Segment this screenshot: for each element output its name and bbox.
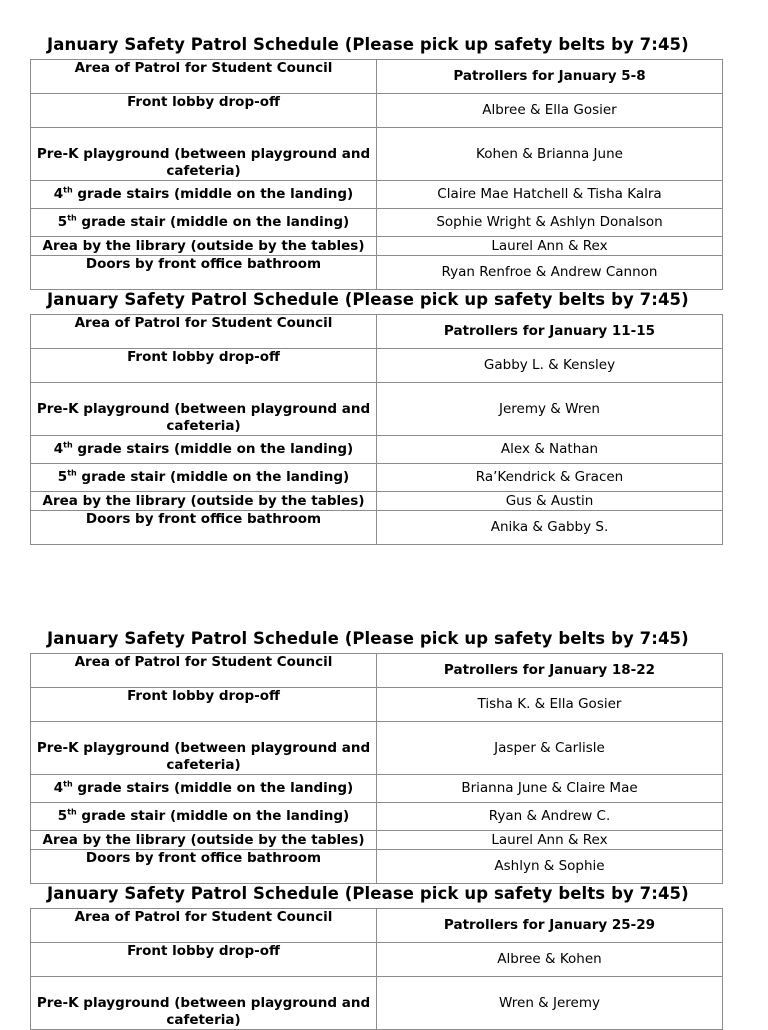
stairs4-number: 4 bbox=[53, 186, 64, 202]
stairs4-number: 4 bbox=[53, 441, 64, 457]
patrollers-4th-grade-stairs: Brianna June & Claire Mae bbox=[377, 775, 723, 803]
patrollers-4th-grade-stairs: Claire Mae Hatchell & Tisha Kalra bbox=[377, 181, 723, 209]
stairs5-ordinal: th bbox=[67, 468, 77, 478]
patrollers-library: Laurel Ann & Rex bbox=[377, 237, 723, 256]
patrollers-front-office-doors: Ryan Renfroe & Andrew Cannon bbox=[377, 256, 723, 290]
schedule-table bbox=[30, 314, 723, 545]
stairs5-number: 5 bbox=[57, 808, 68, 824]
area-column-header: Area of Patrol for Student Council bbox=[31, 60, 377, 94]
area-prek-playground: Pre-K playground (between playground and cafeteria) bbox=[31, 977, 377, 1030]
schedule-table bbox=[30, 653, 723, 884]
area-prek-playground: Pre-K playground (between playground and cafeteria) bbox=[31, 128, 377, 181]
area-front-lobby: Front lobby drop-off bbox=[31, 94, 377, 128]
area-4th-grade-stairs bbox=[31, 775, 377, 803]
stairs5-text: grade stair (middle on the landing) bbox=[76, 214, 350, 230]
stairs5-text: grade stair (middle on the landing) bbox=[76, 808, 350, 824]
patrollers-front-office-doors: Ashlyn & Sophie bbox=[377, 850, 723, 884]
area-5th-grade-stair bbox=[31, 464, 377, 492]
patrollers-front-lobby: Albree & Ella Gosier bbox=[377, 94, 723, 128]
stairs5-number: 5 bbox=[57, 469, 68, 485]
area-front-lobby: Front lobby drop-off bbox=[31, 349, 377, 383]
patrollers-header: Patrollers for January 11-15 bbox=[377, 315, 723, 349]
schedule-title: January Safety Patrol Schedule (Please pick up safety belts by 7:45) bbox=[47, 290, 689, 309]
patrollers-5th-grade-stair: Sophie Wright & Ashlyn Donalson bbox=[377, 209, 723, 237]
area-library: Area by the library (outside by the tables) bbox=[31, 492, 377, 511]
schedule-table bbox=[30, 59, 723, 290]
patrollers-header: Patrollers for January 5-8 bbox=[377, 60, 723, 94]
area-column-header: Area of Patrol for Student Council bbox=[31, 909, 377, 943]
stairs4-text: grade stairs (middle on the landing) bbox=[72, 186, 354, 202]
patrollers-4th-grade-stairs: Alex & Nathan bbox=[377, 436, 723, 464]
patrollers-5th-grade-stair: Ryan & Andrew C. bbox=[377, 803, 723, 831]
patrollers-front-lobby: Gabby L. & Kensley bbox=[377, 349, 723, 383]
patrollers-header: Patrollers for January 18-22 bbox=[377, 654, 723, 688]
schedule-title: January Safety Patrol Schedule (Please pick up safety belts by 7:45) bbox=[47, 629, 689, 648]
area-library: Area by the library (outside by the tables) bbox=[31, 237, 377, 256]
stairs4-ordinal: th bbox=[63, 440, 73, 450]
area-front-lobby: Front lobby drop-off bbox=[31, 943, 377, 977]
schedule-title: January Safety Patrol Schedule (Please pick up safety belts by 7:45) bbox=[47, 884, 689, 903]
area-front-office-doors: Doors by front office bathroom bbox=[31, 256, 377, 290]
area-front-lobby: Front lobby drop-off bbox=[31, 688, 377, 722]
patrollers-prek-playground: Jasper & Carlisle bbox=[377, 722, 723, 775]
patrollers-front-lobby: Albree & Kohen bbox=[377, 943, 723, 977]
patrollers-prek-playground: Kohen & Brianna June bbox=[377, 128, 723, 181]
patrollers-front-lobby: Tisha K. & Ella Gosier bbox=[377, 688, 723, 722]
area-column-header: Area of Patrol for Student Council bbox=[31, 654, 377, 688]
area-5th-grade-stair bbox=[31, 209, 377, 237]
area-5th-grade-stair bbox=[31, 803, 377, 831]
stairs4-number: 4 bbox=[53, 780, 64, 796]
patrollers-5th-grade-stair: Ra’Kendrick & Gracen bbox=[377, 464, 723, 492]
patrollers-prek-playground: Jeremy & Wren bbox=[377, 383, 723, 436]
stairs5-text: grade stair (middle on the landing) bbox=[76, 469, 350, 485]
patrollers-header: Patrollers for January 25-29 bbox=[377, 909, 723, 943]
patrollers-library: Laurel Ann & Rex bbox=[377, 831, 723, 850]
area-4th-grade-stairs bbox=[31, 181, 377, 209]
stairs4-ordinal: th bbox=[63, 779, 73, 789]
schedule-table bbox=[30, 908, 723, 1030]
area-column-header: Area of Patrol for Student Council bbox=[31, 315, 377, 349]
area-prek-playground: Pre-K playground (between playground and cafeteria) bbox=[31, 383, 377, 436]
stairs5-ordinal: th bbox=[67, 807, 77, 817]
patrollers-front-office-doors: Anika & Gabby S. bbox=[377, 511, 723, 545]
area-prek-playground: Pre-K playground (between playground and cafeteria) bbox=[31, 722, 377, 775]
stairs5-number: 5 bbox=[57, 214, 68, 230]
stairs4-text: grade stairs (middle on the landing) bbox=[72, 441, 354, 457]
stairs4-text: grade stairs (middle on the landing) bbox=[72, 780, 354, 796]
schedule-title: January Safety Patrol Schedule (Please pick up safety belts by 7:45) bbox=[47, 35, 689, 54]
patrollers-library: Gus & Austin bbox=[377, 492, 723, 511]
stairs4-ordinal: th bbox=[63, 185, 73, 195]
area-front-office-doors: Doors by front office bathroom bbox=[31, 850, 377, 884]
area-front-office-doors: Doors by front office bathroom bbox=[31, 511, 377, 545]
area-library: Area by the library (outside by the tables) bbox=[31, 831, 377, 850]
stairs5-ordinal: th bbox=[67, 213, 77, 223]
area-4th-grade-stairs bbox=[31, 436, 377, 464]
patrollers-prek-playground: Wren & Jeremy bbox=[377, 977, 723, 1030]
